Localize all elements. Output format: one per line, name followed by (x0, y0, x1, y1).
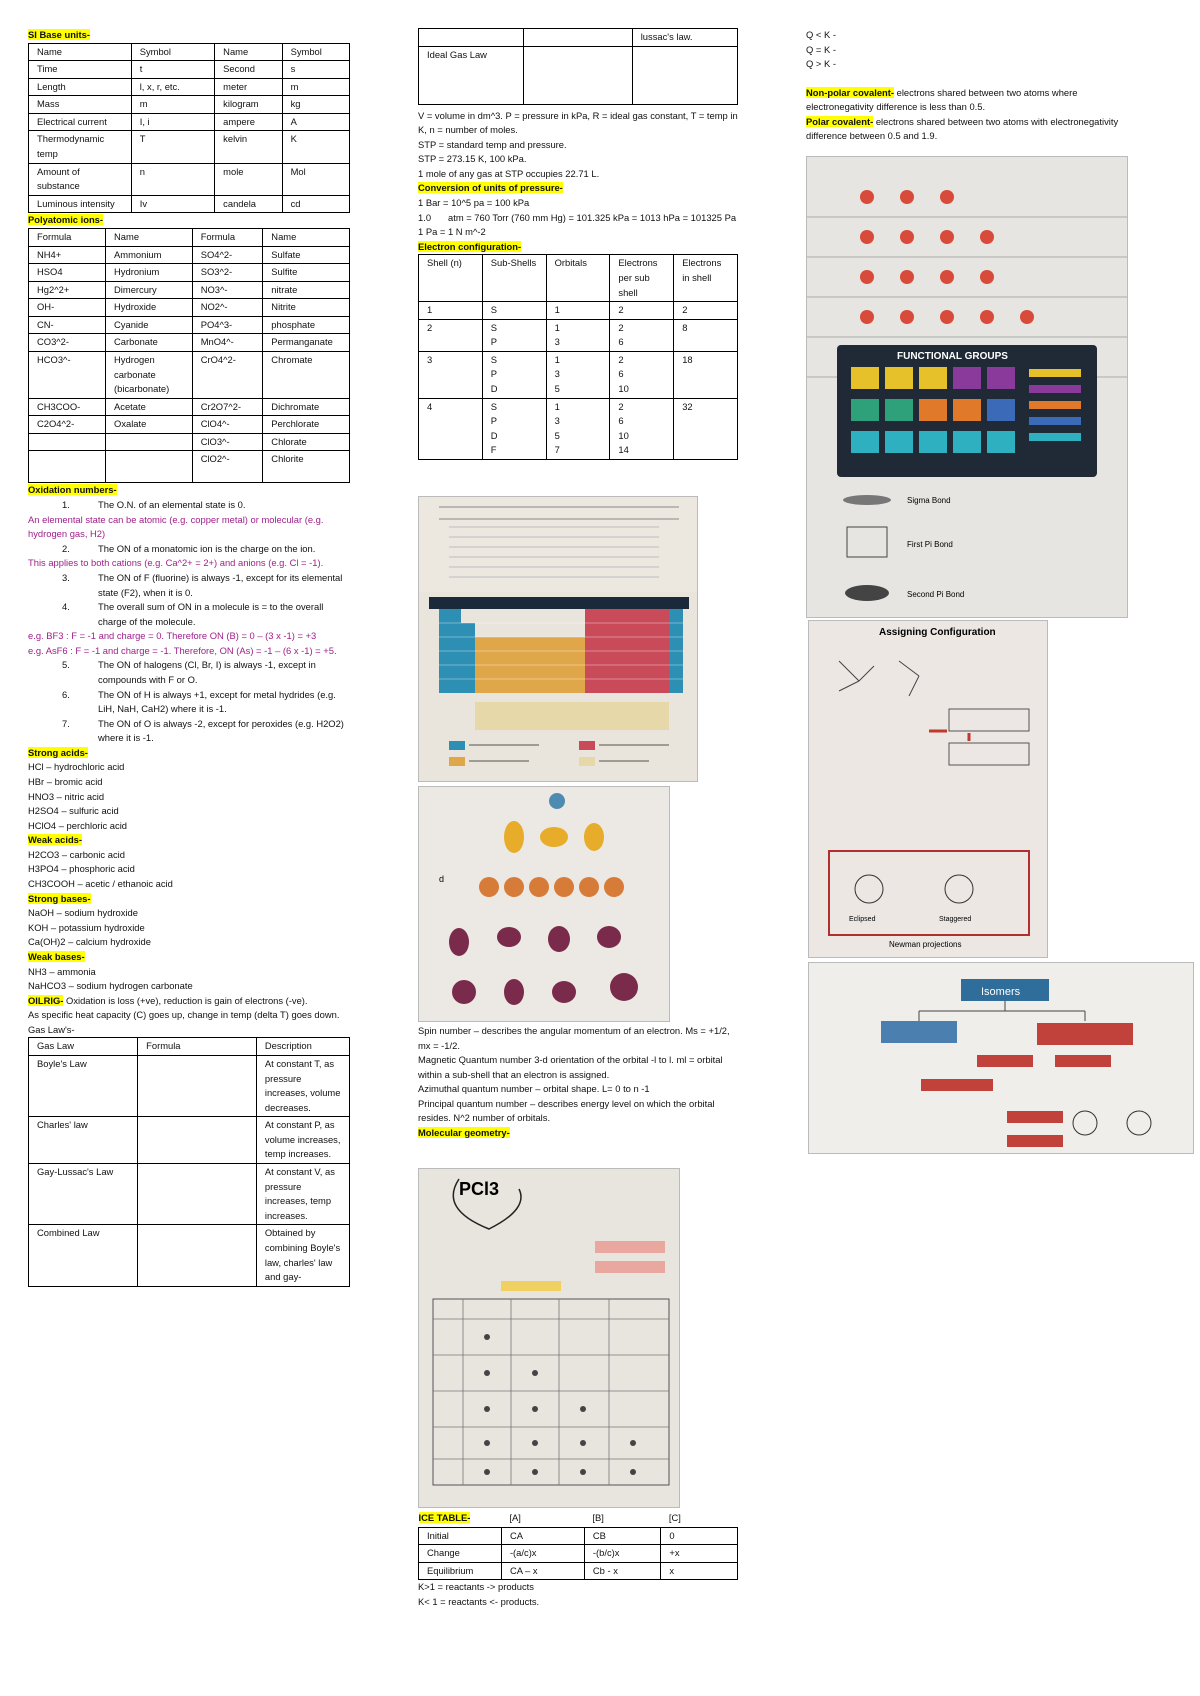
quantum-numbers (418, 1024, 738, 1141)
list-item: 4. The overall sum of ON in a molecule is = to the overall charge of the molecule. (62, 601, 324, 627)
functional-groups-graphic (807, 157, 1128, 618)
list-item: 5. The ON of halogens (Cl, Br, I) is always -1, except in compounds with F or O. (62, 659, 316, 685)
staggered-label: Staggered (939, 916, 972, 923)
strong-bases-title: Strong bases- (28, 892, 91, 904)
weak-bases-title: Weak bases- (28, 950, 85, 962)
text-line: Q = K - (806, 43, 836, 55)
electron-config-table (418, 254, 738, 460)
strong-acids-title: Strong acids- (28, 746, 88, 758)
table-row: C2O4^2- Oxalate ClO4^- Perchlorate (29, 416, 350, 434)
conversion-title: Conversion of units of pressure- (418, 182, 563, 194)
table-header: Formula Name Formula Name (29, 228, 350, 246)
table-header: Shell (n) Sub-Shells Orbitals Electrons per sub shell Electrons in shell (419, 255, 738, 302)
functional-groups-photo (806, 156, 1128, 618)
text-line: Spin number – describes the angular momentum of an electron. Ms = +1/2, mx = -1/2. (418, 1025, 730, 1051)
table-row: lussac's law. (419, 29, 738, 47)
oxidation-list (28, 498, 350, 513)
note: An elemental state can be atomic (e.g. copper metal) or molecular (e.g. hydrogen gas, H2) (28, 513, 324, 540)
si-title: SI Base units- (28, 29, 90, 40)
list-item: CH3COOH – acetic / ethanoic acid (28, 878, 173, 890)
note: e.g. AsF6 : F = -1 and charge = -1. Therefore, ON (As) = -1 – (6 x -1) = +5. (28, 644, 337, 656)
assigning-configuration-graphic (809, 621, 1048, 958)
list-item: HNO3 – nitric acid (28, 790, 105, 802)
non-polar-covalent: Non-polar covalent- electrons shared between two atoms where electronegativity difference is less than 0.5. (806, 86, 1078, 113)
table-row: ClO2^- Chlorite (29, 451, 350, 483)
table-row: Equilibrium CA – x Cb - x x (419, 1562, 738, 1580)
list-item: 7. The ON of O is always -2, except for peroxides (e.g. H2O2) where it is -1. (62, 717, 344, 744)
table-row: Luminous intensity Iv candela cd (29, 195, 350, 213)
gas-laws-table-continued (418, 28, 738, 105)
text-line: K< 1 = reactants <- products. (418, 1595, 540, 1607)
functional-groups-label: FUNCTIONAL GROUPS (897, 351, 1008, 362)
newman-label: Newman projections (889, 940, 962, 949)
list-item: NaHCO3 – sodium hydrogen carbonate (28, 980, 193, 992)
isomers-photo (808, 962, 1194, 1154)
table-row: CH3COO- Acetate Cr2O7^2- Dichromate (29, 398, 350, 416)
text-line: Azimuthal quantum number – orbital shape. L= 0 to n -1 (418, 1083, 650, 1095)
list-item: H2SO4 – sulfuric acid (28, 805, 119, 817)
column-1 (28, 28, 350, 1287)
pi1-label: First Pi Bond (907, 540, 953, 549)
table-row: Thermodynamic temp T kelvin K (29, 131, 350, 163)
ox-title: Oxidation numbers- (28, 484, 117, 496)
weak-acids-title: Weak acids- (28, 834, 83, 846)
ice-table (418, 1510, 738, 1580)
periodic-table-photo (418, 496, 698, 782)
list-item: KOH – potassium hydroxide (28, 921, 145, 933)
eclipsed-label: Eclipsed (849, 916, 876, 923)
gas-laws-table (28, 1037, 350, 1286)
table-row: 2 S P 1 3 2 6 8 (419, 319, 738, 351)
gas-laws-title: Gas Law's- (28, 1023, 75, 1035)
table-header: ICE TABLE- [A] [B] [C] (418, 1512, 681, 1523)
note: This applies to both cations (e.g. Ca^2+ = 2+) and anions (e.g. Cl = -1). (28, 557, 324, 569)
text-line: 1.0 atm = 760 Torr (760 mm Hg) = 101.325 kPa = 1013 hPa = 101325 Pa (418, 211, 737, 223)
list-item: 1. The O.N. of an elemental state is 0. (62, 499, 246, 511)
table-row: 3 S P D 1 3 5 2 6 10 18 (419, 351, 738, 398)
table-header: Gas Law Formula Description (29, 1038, 350, 1056)
table-row: Hg2^2+ Dimercury NO3^- nitrate (29, 281, 350, 299)
list-item: NaOH – sodium hydroxide (28, 907, 138, 919)
table-row: Electrical current I, i ampere A (29, 113, 350, 131)
table-row: OH- Hydroxide NO2^- Nitrite (29, 299, 350, 317)
table-row: Change -(a/c)x -(b/c)x +x (419, 1545, 738, 1563)
list-item: 3. The ON of F (fluorine) is always -1, except for its elemental state (F2), when it is 0. (62, 571, 343, 598)
molecular-geometry-photo (418, 1168, 680, 1508)
ac-label: Assigning Configuration (879, 627, 996, 638)
table-row: Initial CA CB 0 (419, 1527, 738, 1545)
table-row: Boyle's Law At constant T, as pressure increases, volume decreases. (29, 1056, 350, 1117)
column-2 (418, 28, 738, 460)
table-row: CO3^2- Carbonate MnO4^- Permanganate (29, 334, 350, 352)
heat-capacity-note: As specific heat capacity (C) goes up, change in temp (delta T) goes down. (28, 1009, 340, 1021)
isomers-graphic (809, 963, 1194, 1154)
vsepr-graphic (419, 1169, 680, 1508)
list-item: NH3 – ammonia (28, 965, 96, 977)
table-row: Length l, x, r, etc. meter m (29, 78, 350, 96)
table-row: Amount of substance n mole Mol (29, 163, 350, 195)
text-line: 1 mole of any gas at STP occupies 22.71 L. (418, 167, 600, 179)
text-line: Q < K - (806, 29, 836, 40)
assigning-configuration-photo (808, 620, 1048, 958)
column-3 (806, 28, 1136, 144)
molecular-geometry-title: Molecular geometry- (418, 1127, 510, 1139)
text-line: K>1 = reactants -> products (418, 1581, 534, 1593)
oilrig-line: OILRIG- Oxidation is loss (+ve), reduction is gain of electrons (-ve). (28, 994, 308, 1006)
ice-section (418, 1510, 738, 1609)
table-row: 1 S 1 2 2 (419, 302, 738, 320)
poly-title: Polyatomic ions- (28, 214, 104, 226)
table-header: Name Symbol Name Symbol (29, 43, 350, 61)
list-item: HBr – bromic acid (28, 776, 103, 788)
polyatomic-ions-table (28, 228, 350, 484)
pi2-label: Second Pi Bond (907, 590, 965, 599)
list-item: HClO4 – perchloric acid (28, 819, 127, 831)
table-row: Charles' law At constant P, as volume increases, temp increases. (29, 1117, 350, 1164)
table-row: Time t Second s (29, 61, 350, 79)
periodic-table-graphic (419, 497, 698, 782)
text-line: Principal quantum number – describes energy level on which the orbital resides. N^2 number of orbitals. (418, 1097, 715, 1124)
orbitals-graphic (419, 787, 670, 1022)
polar-covalent: Polar covalent- electrons shared between two atoms with electronegativity difference between 0.5 and 1.9. (806, 115, 1119, 142)
note: e.g. BF3 : F = -1 and charge = 0. Therefore ON (B) = 0 – (3 x -1) = +3 (28, 630, 317, 642)
list-item: H3PO4 – phosphoric acid (28, 863, 135, 875)
text-line: Q > K - (806, 58, 836, 70)
text-line: STP = standard temp and pressure. (418, 138, 567, 150)
pcl3-label: PCl3 (459, 1179, 500, 1199)
svg-text:d: d (439, 874, 445, 884)
text-line: Magnetic Quantum number 3-d orientation of the orbital -l to l. ml = orbital within a sub-shell that an electron is assigned. (418, 1054, 723, 1080)
table-row: NH4+ Ammonium SO4^2- Sulfate (29, 246, 350, 264)
sigma-label: Sigma Bond (907, 496, 951, 505)
table-row: 4 S P D F 1 3 5 7 2 6 10 14 32 (419, 398, 738, 459)
list-item: Ca(OH)2 – calcium hydroxide (28, 936, 151, 948)
text-line: 1 Bar = 10^5 pa = 100 kPa (418, 197, 530, 209)
text-line: STP = 273.15 K, 100 kPa. (418, 153, 527, 165)
table-row: CN- Cyanide PO4^3- phosphate (29, 316, 350, 334)
isomers-label: Isomers (981, 986, 1021, 998)
table-row: Gay-Lussac's Law At constant V, as pressure increases, temp increases. (29, 1164, 350, 1225)
table-row: HCO3^- Hydrogen carbonate (bicarbonate) CrO4^2- Chromate (29, 351, 350, 398)
list-item: 6. The ON of H is always +1, except for metal hydrides (e.g. LiH, NaH, CaH2) where it is -1. (62, 688, 336, 715)
si-units-table (28, 43, 350, 214)
list-item: 2. The ON of a monatomic ion is the charge on the ion. (62, 542, 316, 554)
orbitals-photo (418, 786, 670, 1022)
text-line: 1 Pa = 1 N m^-2 (418, 226, 486, 238)
text-line: V = volume in dm^3. P = pressure in kPa, R = ideal gas constant, T = temp in K, n = number of moles. (418, 109, 738, 136)
list-item: HCl – hydrochloric acid (28, 761, 125, 773)
table-row: HSO4 Hydronium SO3^2- Sulfite (29, 264, 350, 282)
electron-config-title: Electron configuration- (418, 240, 522, 252)
table-row: Mass m kilogram kg (29, 96, 350, 114)
table-row: Ideal Gas Law (419, 46, 738, 104)
table-row: Combined Law Obtained by combining Boyle's law, charles' law and gay- (29, 1225, 350, 1286)
table-row: ClO3^- Chlorate (29, 433, 350, 451)
list-item: H2CO3 – carbonic acid (28, 848, 125, 860)
